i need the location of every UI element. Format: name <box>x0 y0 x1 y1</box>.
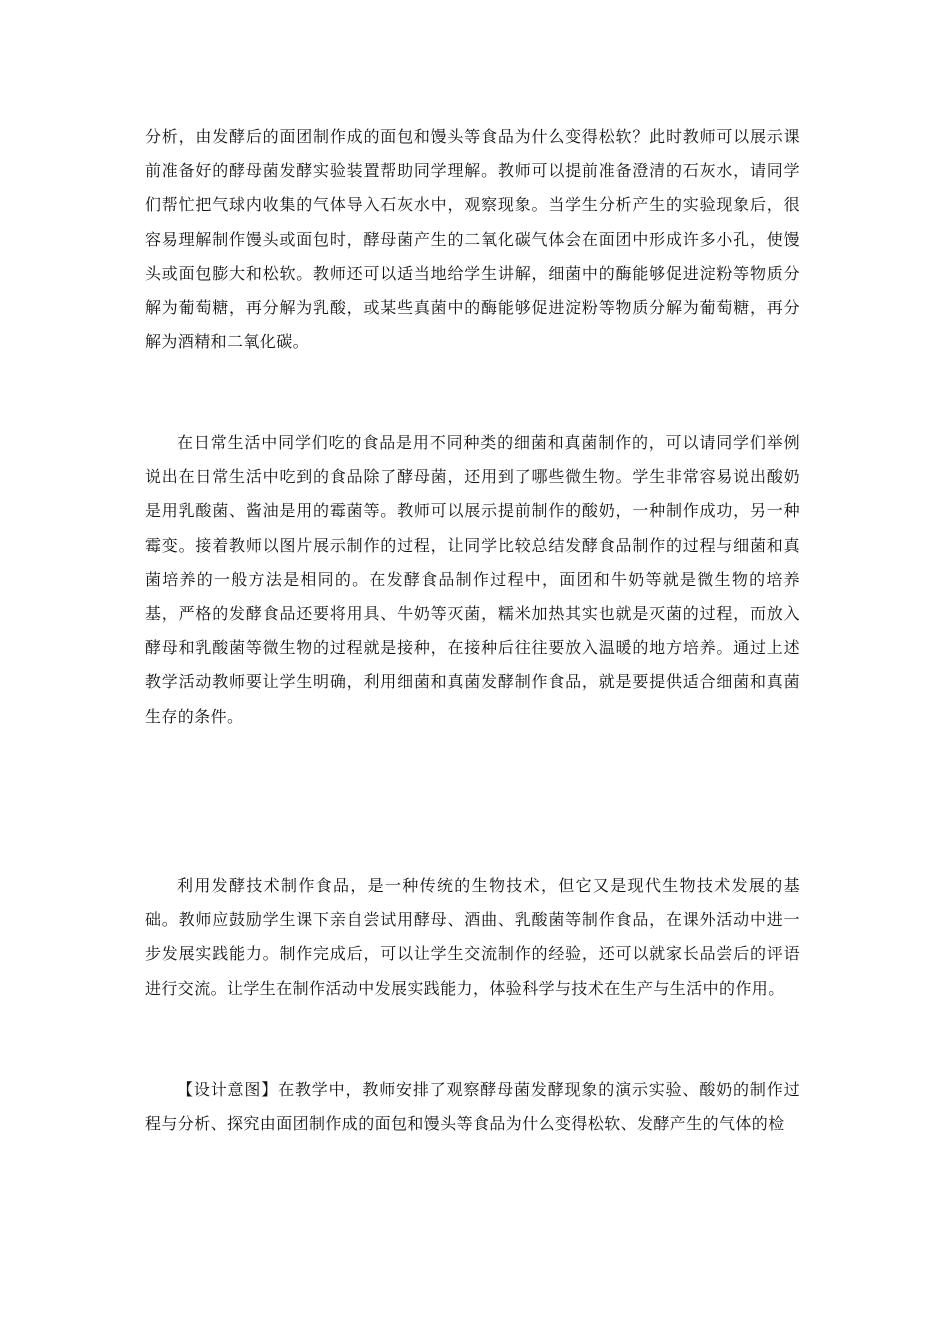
paragraph-bread-fermentation: 分析，由发酵后的面团制作成的面包和馒头等食品为什么变得松软？此时教师可以展示课前准备好的酵母菌发酵实验装置帮助同学理解。教师可以提前准备澄清的石灰水，请同学们帮忙把气球内收集的气体导入石灰水中，观察现象。当学生分析产生的实验现象后，很容易理解制作馒头或面包时，酵母菌产生的二氧化碳气体会在面团中形成许多小孔，使馒头或面包膨大和松软。教师还可以适当地给学生讲解，细菌中的酶能够促进淀粉等物质分解为葡萄糖，再分解为乳酸，或某些真菌中的酶能够促进淀粉等物质分解为葡萄糖，再分解为酒精和二氧化碳。 <box>145 127 800 352</box>
paragraph-fermented-foods: 在日常生活中同学们吃的食品是用不同种类的细菌和真菌制作的，可以请同学们举例说出在日常生活中吃到的食品除了酵母菌，还用到了哪些微生物。学生非常容易说出酸奶是用乳酸菌、酱油是用的霉菌等。教师可以展示提前制作的酸奶，一种制作成功，另一种霉变。接着教师以图片展示制作的过程，让同学比较总结发酵食品制作的过程与细菌和真菌培养的一般方法是相同的。在发酵食品制作过程中，面团和牛奶等就是微生物的培养基，严格的发酵食品还要将用具、牛奶等灭菌，糯米加热其实也就是灭菌的过程，而放入酵母和乳酸菌等微生物的过程就是接种，在接种后往往要放入温暖的地方培养。通过上述教学活动教师要让学生明确，利用细菌和真菌发酵制作食品，就是要提供适合细菌和真菌生存的条件。 <box>145 433 800 726</box>
paragraph-fermentation-technology: 利用发酵技术制作食品，是一种传统的生物技术，但它又是现代生物技术发展的基础。教师应鼓励学生课下亲自尝试用酵母、酒曲、乳酸菌等制作食品，在课外活动中进一步发展实践能力。制作完成后，可以让学生交流制作的经验，还可以就家长品尝后的评语进行交流。让学生在制作活动中发展实践能力，体验科学与技术在生产与生活中的作用。 <box>145 876 800 998</box>
paragraph-design-intent: 【设计意图】在教学中，教师安排了观察酵母菌发酵现象的演示实验、酸奶的制作过程与分析、探究由面团制作成的面包和馒头等食品为什么变得松软、发酵产生的气体的检 <box>145 1080 800 1134</box>
